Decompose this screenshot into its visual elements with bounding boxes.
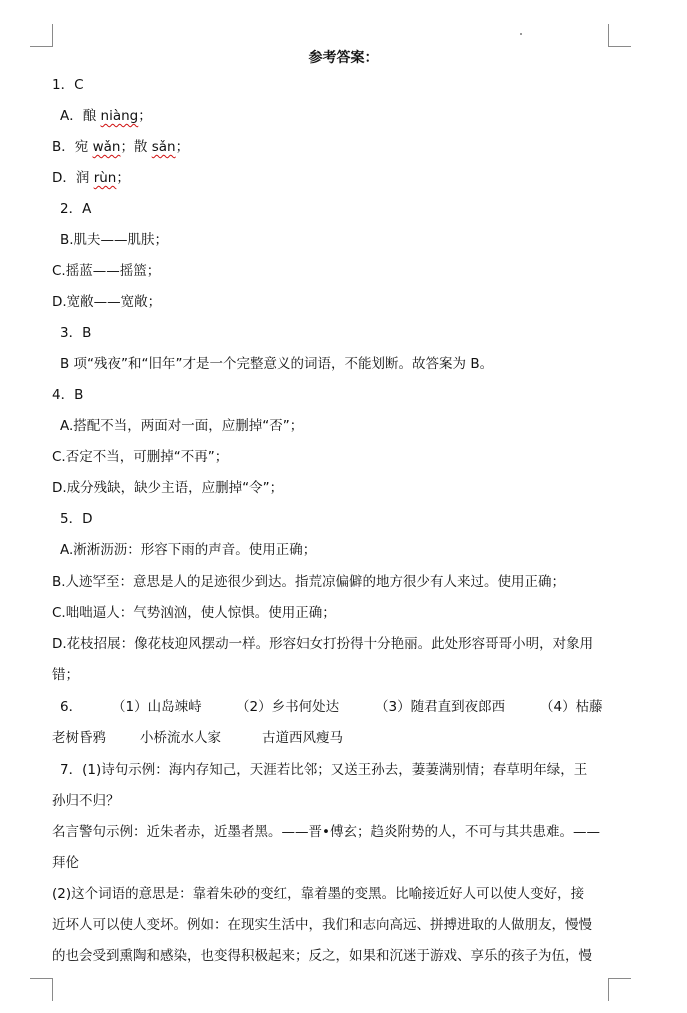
crop-mark-bottom-left (30, 978, 53, 1001)
q5-option-c: C.咄咄逼人：气势汹汹，使人惊惧。使用正确； (52, 605, 336, 621)
q1-b-mid: ；散 (120, 139, 152, 155)
q1-option-a (60, 107, 152, 125)
q6-line2-part2: 小桥流水人家 (140, 730, 221, 746)
q1-d-end: ； (116, 170, 130, 186)
q1-b-end: ； (175, 139, 190, 155)
q7-line1: 7．(1)诗句示例：海内存知己，天涯若比邻；又送王孙去，萋萋满别情；春草明年绿，王 (60, 762, 588, 778)
q5-option-b: B.人迹罕至：意思是人的足迹很少到达。指荒凉偏僻的地方很少有人来过。使用正确； (52, 574, 566, 590)
q5-option-a: A.淅淅沥沥：形容下雨的声音。使用正确； (60, 542, 317, 558)
crop-mark-top-right (608, 24, 631, 47)
q1-b-text: B．宛 (52, 139, 93, 155)
q1-option-b (52, 138, 189, 156)
q5-option-d-line1: D.花枝招展：像花枝迎风摆动一样。形容妇女打扮得十分艳丽。此处形容哥哥小明，对象用 (52, 636, 594, 652)
q7-line4: 拜伦 (52, 855, 79, 871)
crop-mark-top-left (30, 24, 53, 47)
q2-option-c: C.摇蓝——摇篮； (52, 263, 161, 279)
q4-option-c: C.否定不当，可删掉“不再”； (52, 449, 229, 465)
q1-b-pinyin-1: wǎn (92, 139, 121, 155)
q4-option-d: D.成分残缺，缺少主语，应删掉“令”； (52, 480, 284, 496)
q7-line3: 名言警句示例：近朱者赤，近墨者黑。——晋•傅玄；趋炎附势的人，不可与其共患难。—— (52, 824, 600, 840)
q6-item-4: （4）枯藤 (540, 699, 603, 715)
q1-a-pinyin: niàng (100, 108, 139, 124)
q6-item-3: （3）随君直到夜郎西 (375, 699, 506, 715)
q1-a-end: ； (138, 108, 152, 124)
q6-item-1: （1）山岛竦峙 (112, 699, 202, 715)
q1-a-text: A．酿 (60, 108, 101, 124)
q1-b-pinyin-2: sǎn (151, 139, 176, 155)
q1-d-pinyin: rùn (93, 170, 117, 186)
q7-line2: 孙归不归？ (52, 793, 120, 809)
q7-line6: 近坏人可以使人变坏。例如：在现实生活中，我们和志向高远、拼搏进取的人做朋友，慢慢 (52, 917, 592, 933)
q3-answer: 3．B (60, 325, 92, 341)
q6-line2-part3: 古道西风瘦马 (262, 730, 343, 746)
page-title: 参考答案： (308, 50, 379, 66)
q1-d-text: D．润 (52, 170, 94, 186)
q5-option-d-line2: 错； (52, 667, 79, 683)
crop-mark-bottom-right (608, 978, 631, 1001)
q1-answer: 1．C (52, 77, 84, 93)
q6-line2-part1: 老树昏鸦 (52, 730, 106, 746)
q2-option-b: B.肌夫——肌肤； (60, 232, 169, 248)
q1-option-d (52, 169, 130, 187)
q5-answer: 5．D (60, 511, 93, 527)
q4-option-a: A.搭配不当，两面对一面，应删掉“否”； (60, 418, 304, 434)
q7-line5: (2)这个词语的意思是：靠着朱砂的变红，靠着墨的变黑。比喻接近好人可以使人变好，接 (52, 886, 585, 902)
q7-line7: 的也会受到熏陶和感染，也变得积极起来；反之，如果和沉迷于游戏、享乐的孩子为伍，慢 (52, 948, 592, 964)
q2-option-d: D.宽敝——宽敞； (52, 294, 162, 310)
speck (520, 33, 522, 35)
q6-item-2: （2）乡书何处达 (236, 699, 340, 715)
q6-answer: 6． (60, 699, 83, 715)
q2-answer: 2．A (60, 201, 92, 217)
q4-answer: 4．B (52, 387, 84, 403)
q3-explanation: B 项“残夜”和“旧年”才是一个完整意义的词语，不能划断。故答案为 B。 (60, 356, 494, 372)
